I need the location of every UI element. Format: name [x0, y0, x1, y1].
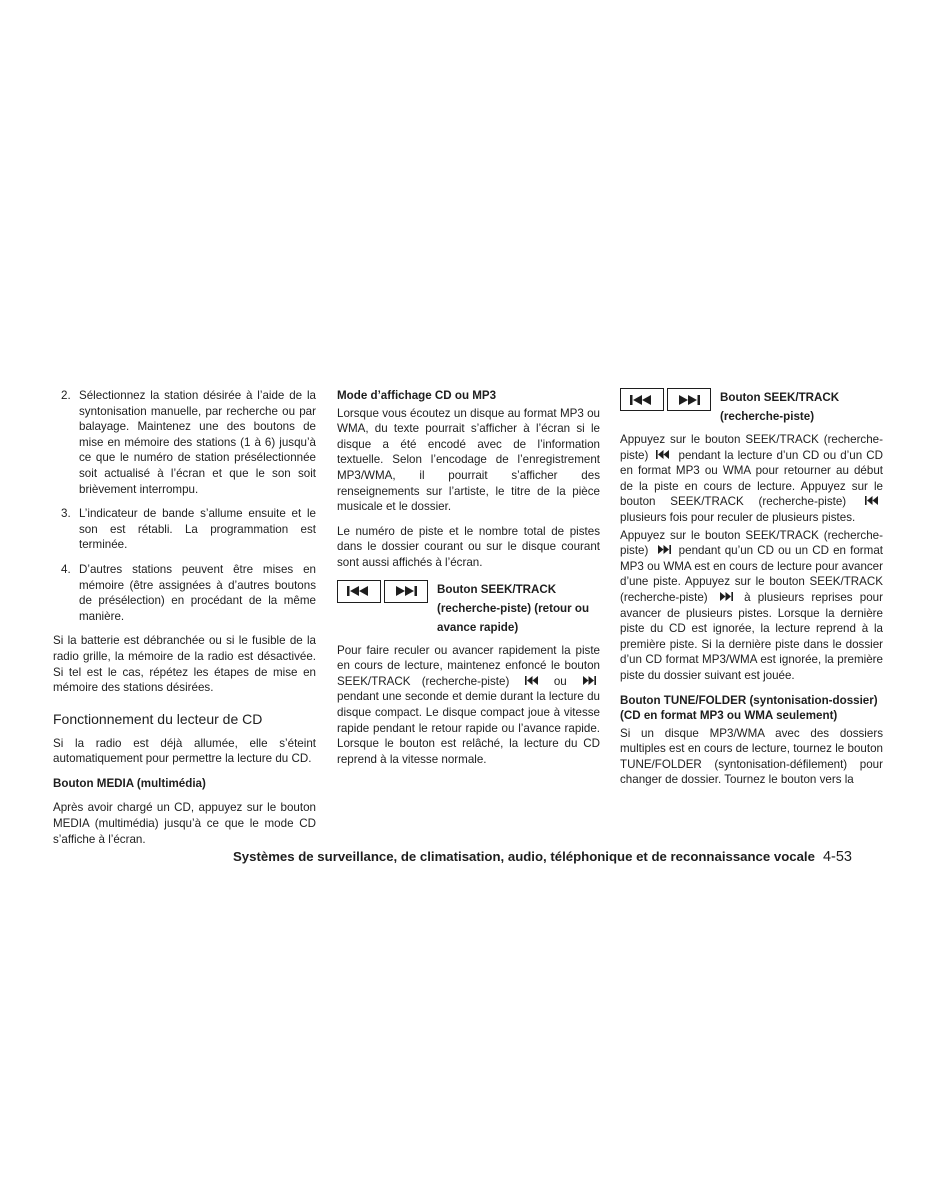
step-text: D’autres stations peuvent être mises en mémoire (être assignées à d’autres boutons de présélection) en procédant de la même manière. — [79, 562, 316, 623]
footer-title: Systèmes de surveillance, de climatisation, audio, téléphonique et de reconnaissance vocale — [233, 849, 815, 864]
mode-heading: Mode d’affichage CD ou MP3 — [337, 389, 497, 402]
seek-forward-paragraph — [620, 528, 883, 684]
cd-paragraph: Si la radio est déjà allumée, elle s’éteint automatiquement pour permettre la lecture du CD. — [53, 736, 316, 766]
seek-text-b: ou — [553, 674, 567, 688]
media-heading: Bouton MEDIA (multimédia) — [53, 776, 206, 790]
seek-track-heading-block — [620, 388, 883, 426]
list-item — [53, 506, 316, 553]
seek-paragraph — [337, 643, 600, 768]
step-text: L’indicateur de bande s’allume ensuite et le son est rétabli. La programmation est terminée. — [79, 507, 316, 552]
page-footer — [233, 848, 883, 866]
seek-buttons-illustration — [337, 580, 431, 603]
media-paragraph: Après avoir chargé un CD, appuyez sur le bouton MEDIA (multimédia) jusqu’à ce que le mode CD s’affiche à l’écran. — [53, 801, 316, 846]
tune-paragraph: Si un disque MP3/WMA avec des dossiers multiples est en cours de lecture, tournez le bouton TUNE/FOLDER (syntonisation-défilement) pour changer de dossier. Tournez le bouton vers la — [620, 726, 883, 787]
seek-heading-block — [337, 580, 600, 637]
step-number: 2. — [61, 389, 71, 402]
column-right — [620, 388, 883, 797]
skip-previous-icon — [865, 496, 879, 505]
seek-text-c: pendant une seconde et demie durant la lecture du disque compact. Le disque compact joue à vitesse rapide pendant le retour rapide ou l’avance rapide. Lorsque le bouton est relâché, la lecture du CD reprend à la vitesse normale. — [337, 690, 600, 766]
p2-text-c: à plusieurs reprises pour avancer de plusieurs pistes. Lorsque la dernière piste du CD est ignorée, la lecture reprend à la première piste. Si la dernière piste dans le dossier d’un CD format MP3/WMA est ignorée, la première piste du dossier suivant est jouée. — [620, 590, 883, 682]
skip-next-icon — [657, 545, 671, 554]
column-middle — [337, 388, 600, 776]
p2-text-b: pendant qu’un CD ou un CD en format MP3 ou WMA est en cours de lecture pour avancer d’une piste. Appuyez sur le bouton SEEK/TRACK (recherche-piste) — [620, 544, 883, 604]
list-item — [53, 388, 316, 497]
p2-text-a: Appuyez sur le bouton SEEK/TRACK (recherche-piste) — [620, 528, 883, 558]
seek-text-a: Pour faire reculer ou avancer rapidement la piste en cours de lecture, maintenez enfoncé le bouton SEEK/TRACK (recherche-piste) — [337, 643, 600, 688]
tune-heading: Bouton TUNE/FOLDER (syntonisation-dossier) (CD en format MP3 ou WMA seulement) — [620, 693, 878, 723]
skip-previous-icon — [337, 580, 381, 603]
step-number: 3. — [61, 507, 71, 521]
seek-track-heading: Bouton SEEK/TRACK (recherche-piste) — [720, 391, 840, 423]
skip-next-icon — [582, 676, 596, 685]
page-number: 4-53 — [822, 849, 852, 865]
p1-text-c: plusieurs fois pour reculer de plusieurs pistes. — [620, 510, 856, 524]
skip-next-icon — [667, 388, 711, 411]
seek-heading: Bouton SEEK/TRACK (recherche-piste) (retour ou avance rapide) — [437, 582, 590, 634]
seek-back-paragraph — [620, 432, 883, 526]
skip-previous-icon — [656, 450, 670, 459]
list-item — [53, 562, 316, 624]
skip-next-icon — [384, 580, 428, 603]
step-text: Sélectionnez la station désirée à l’aide de la syntonisation manuelle, par recherche ou par balayage. Maintenez une des boutons de mise en mémoire des stations (1 à 6) jusqu’à ce que le numéro de station présélectionnée soit actualisé à l’écran et que le son soit brièvement interrompu. — [79, 389, 316, 496]
track-paragraph: Le numéro de piste et le nombre total de pistes dans le dossier courant ou sur le disque courant sont aussi affichés à l’écran. — [337, 524, 600, 569]
section-title: Fonctionnement du lecteur de CD — [53, 710, 263, 727]
step-number: 4. — [61, 562, 71, 576]
seek-buttons-illustration — [620, 388, 714, 411]
skip-previous-icon — [620, 388, 664, 411]
p1-text-a: Appuyez sur le bouton SEEK/TRACK (recherche-piste) — [620, 433, 883, 462]
battery-paragraph: Si la batterie est débranchée ou si le fusible de la radio grille, la mémoire de la radio est désactivée. Si tel est le cas, répétez les étapes de mise en mémoire des stations désirées. — [53, 634, 316, 695]
steps-list — [53, 388, 316, 624]
skip-next-icon — [719, 592, 733, 601]
mode-paragraph: Lorsque vous écoutez un disque au format MP3 ou WMA, du texte pourrait s’afficher à l’écran si le disque a été encodé avec de l’information textuelle. Selon l’encodage de l’enregistrement MP3/WMA, il pourrait s’afficher des renseignements sur l’artiste, le titre de la pièce musicale et le dossier. — [337, 406, 600, 514]
skip-previous-icon — [525, 676, 539, 685]
p1-text-b: pendant la lecture d’un CD ou d’un CD en format MP3 ou WMA pour retourner au début de la piste en cours de lecture. Appuyez sur le bouton SEEK/TRACK (recherche-piste) — [620, 448, 883, 509]
column-left — [53, 388, 316, 856]
